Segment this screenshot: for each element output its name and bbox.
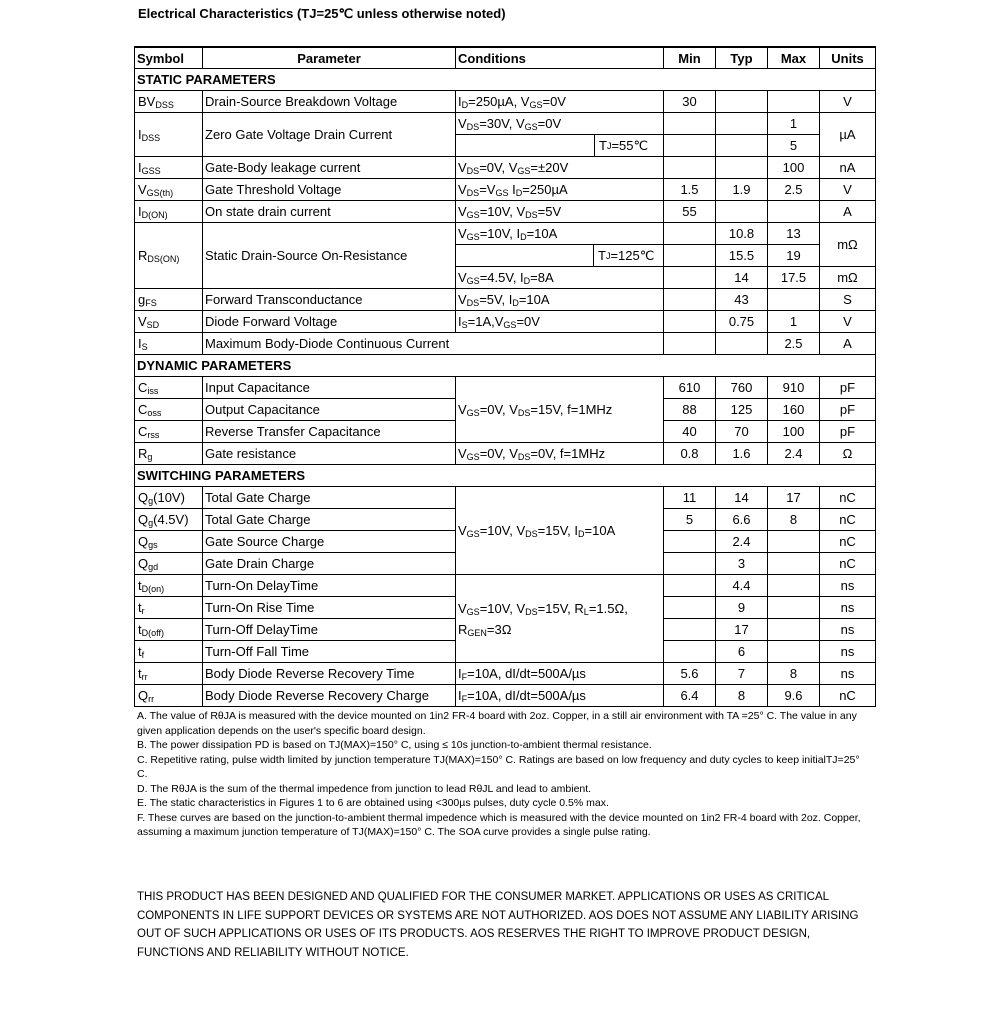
typ-cell (716, 157, 768, 179)
unit-cell: nC (820, 509, 876, 531)
section-row-dynamic (135, 355, 876, 377)
min-cell: 1.5 (664, 179, 716, 201)
condition-cell: $I_S=1A,V_{GS}=0V$ (456, 311, 664, 333)
typ-cell: 10.8 (716, 223, 768, 245)
unit-cell: pF (820, 421, 876, 443)
symbol-cell: $R_g$ (135, 443, 203, 465)
min-cell: 5 (664, 509, 716, 531)
symbol-cell: $g_{FS}$ (135, 289, 203, 311)
condition-cell: T J =125℃ (456, 245, 664, 267)
max-cell: 8 (768, 509, 820, 531)
max-cell (768, 597, 820, 619)
table-row-vsd (135, 311, 876, 333)
electrical-characteristics-table (134, 46, 876, 707)
typ-cell: 6.6 (716, 509, 768, 531)
max-cell: 9.6 (768, 685, 820, 707)
table-row-tdon (135, 575, 876, 597)
parameter-cell: Gate Drain Charge (203, 553, 456, 575)
min-cell: 610 (664, 377, 716, 399)
unit-cell: mΩ (820, 267, 876, 289)
parameter-cell: Turn-On DelayTime (203, 575, 456, 597)
symbol-cell: $V_{GS(th)}$ (135, 179, 203, 201)
footnote-b: B. The power dissipation PD is based on TJ(MAX)=150° C, using ≤ 10s junction-to-ambient thermal resistance. (137, 739, 652, 751)
condition-cell: $I_D=250\mu A$, $V_{GS}=0V$ (456, 91, 664, 113)
condition-cell: $V_{DS}=30V$, $V_{GS}=0V$ (456, 113, 664, 135)
typ-cell (716, 91, 768, 113)
unit-cell: mΩ (820, 223, 876, 267)
max-cell: 19 (768, 245, 820, 267)
min-cell (664, 619, 716, 641)
typ-cell: 125 (716, 399, 768, 421)
max-cell: 2.5 (768, 333, 820, 355)
unit-cell: A (820, 201, 876, 223)
header-symbol: Symbol (135, 47, 203, 69)
parameter-cell: Gate Threshold Voltage (203, 179, 456, 201)
parameter-cell: Turn-Off DelayTime (203, 619, 456, 641)
table-row-qg10 (135, 487, 876, 509)
table-row-rdson (135, 223, 876, 245)
unit-cell: V (820, 179, 876, 201)
symbol-cell: $t_{D(on)}$ (135, 575, 203, 597)
table-row-ciss (135, 377, 876, 399)
symbol-cell: $C_{oss}$ (135, 399, 203, 421)
page-title: Electrical Characteristics (TJ=25℃ unless otherwise noted) (138, 6, 506, 21)
typ-cell: 2.4 (716, 531, 768, 553)
condition-cell: $V_{DS}=V_{GS}$ $I_D=250\mu A$ (456, 179, 664, 201)
symbol-cell: $C_{iss}$ (135, 377, 203, 399)
min-cell: 5.6 (664, 663, 716, 685)
max-cell (768, 641, 820, 663)
min-cell: 0.8 (664, 443, 716, 465)
parameter-cell: Reverse Transfer Capacitance (203, 421, 456, 443)
max-cell: 100 (768, 421, 820, 443)
parameter-cell: On state drain current (203, 201, 456, 223)
max-cell: 8 (768, 663, 820, 685)
symbol-cell: $t_{D(off)}$ (135, 619, 203, 641)
unit-cell: A (820, 333, 876, 355)
min-cell (664, 113, 716, 135)
symbol-cell: $I_S$ (135, 333, 203, 355)
disclaimer-text: THIS PRODUCT HAS BEEN DESIGNED AND QUALIFIED FOR THE CONSUMER MARKET. APPLICATIONS OR USES AS CRITICAL COMPONENTS IN LIFE SUPPORT DEVICES OR SYSTEMS ARE NOT AUTHORIZED. AOS DOES NOT ASSUME ANY LIABILITY ARISING OUT OF SUCH APPLICATIONS OR USES OF ITS PRODUCTS. AOS RESERVES THE RIGHT TO IMPROVE PRODUCT DESIGN, FUNCTIONS AND RELIABILITY WITHOUT NOTICE. (137, 891, 859, 959)
section-title: SWITCHING PARAMETERS (135, 465, 876, 487)
symbol-cell: $Q_g(4.5V)$ (135, 509, 203, 531)
typ-cell: 9 (716, 597, 768, 619)
unit-cell: µA (820, 113, 876, 157)
symbol-cell: $BV_{DSS}$ (135, 91, 203, 113)
footnote-e: E. The static characteristics in Figures 1 to 6 are obtained using <300µs pulses, duty cycle 0.5% max. (137, 797, 609, 809)
max-cell: 1 (768, 311, 820, 333)
typ-cell (716, 333, 768, 355)
unit-cell: ns (820, 641, 876, 663)
parameter-cell: Diode Forward Voltage (203, 311, 456, 333)
condition-cell: $V_{GS}=4.5V$, $I_D=8A$ (456, 267, 664, 289)
parameter-cell: Input Capacitance (203, 377, 456, 399)
condition-cell: $V_{GS}=10V$, $V_{DS}=5V$ (456, 201, 664, 223)
min-cell (664, 333, 716, 355)
unit-cell: V (820, 91, 876, 113)
typ-cell (716, 201, 768, 223)
typ-cell: 15.5 (716, 245, 768, 267)
max-cell: 910 (768, 377, 820, 399)
header-typ: Typ (716, 47, 768, 69)
typ-cell: 1.6 (716, 443, 768, 465)
typ-cell: 7 (716, 663, 768, 685)
max-cell: 2.5 (768, 179, 820, 201)
unit-cell: ns (820, 619, 876, 641)
unit-cell: Ω (820, 443, 876, 465)
parameter-cell: Zero Gate Voltage Drain Current (203, 113, 456, 157)
max-cell (768, 289, 820, 311)
parameter-cell: Gate Source Charge (203, 531, 456, 553)
footnote-a: A. The value of RθJA is measured with the device mounted on 1in2 FR-4 board with 2oz. Copper, in a still air environment with TA =25° C. The value in any given application depends on the user's specific board design. (137, 710, 857, 737)
section-row-static (135, 69, 876, 91)
min-cell (664, 135, 716, 157)
typ-cell: 17 (716, 619, 768, 641)
symbol-cell: $C_{rss}$ (135, 421, 203, 443)
condition-cell: $V_{DS}=0V$, $V_{GS}=\pm 20V$ (456, 157, 664, 179)
section-title: STATIC PARAMETERS (135, 69, 876, 91)
min-cell: 88 (664, 399, 716, 421)
max-cell: 17 (768, 487, 820, 509)
unit-cell: nC (820, 531, 876, 553)
symbol-cell: $t_f$ (135, 641, 203, 663)
table-row-qrr (135, 685, 876, 707)
min-cell (664, 597, 716, 619)
typ-cell: 4.4 (716, 575, 768, 597)
max-cell (768, 575, 820, 597)
max-cell (768, 91, 820, 113)
table-row-gfs (135, 289, 876, 311)
typ-cell: 8 (716, 685, 768, 707)
condition-cell: $V_{GS}=10V$, $V_{DS}=15V$, $I_D=10A$ (456, 487, 664, 575)
header-min: Min (664, 47, 716, 69)
header-conditions: Conditions (456, 47, 664, 69)
condition-cell: T J =55℃ (456, 135, 664, 157)
symbol-cell: $R_{DS(ON)}$ (135, 223, 203, 289)
typ-cell (716, 113, 768, 135)
typ-cell: 3 (716, 553, 768, 575)
parameter-cell: Body Diode Reverse Recovery Time (203, 663, 456, 685)
unit-cell: ns (820, 575, 876, 597)
max-cell: 2.4 (768, 443, 820, 465)
symbol-cell: $t_{rr}$ (135, 663, 203, 685)
table-row-bvdss (135, 91, 876, 113)
min-cell (664, 267, 716, 289)
min-cell: 6.4 (664, 685, 716, 707)
header-units: Units (820, 47, 876, 69)
min-cell (664, 553, 716, 575)
condition-cell: $V_{GS}=10V$, $V_{DS}=15V$, $R_L=1.5\Omega$, $R_{GEN}=3\Omega$ (456, 575, 664, 663)
symbol-cell: $I_{DSS}$ (135, 113, 203, 157)
symbol-cell: $I_{GSS}$ (135, 157, 203, 179)
symbol-cell: $t_r$ (135, 597, 203, 619)
condition-cell: $V_{GS}=0V$, $V_{DS}=0V$, f=1MHz (456, 443, 664, 465)
parameter-cell: Gate resistance (203, 443, 456, 465)
max-cell (768, 201, 820, 223)
unit-cell: S (820, 289, 876, 311)
unit-cell: ns (820, 663, 876, 685)
max-cell (768, 531, 820, 553)
unit-cell: nA (820, 157, 876, 179)
symbol-cell: $Q_g(10V)$ (135, 487, 203, 509)
symbol-cell: $V_{SD}$ (135, 311, 203, 333)
parameter-cell: Total Gate Charge (203, 487, 456, 509)
max-cell (768, 619, 820, 641)
symbol-cell: $I_{D(ON)}$ (135, 201, 203, 223)
parameter-cell: Maximum Body-Diode Continuous Current (203, 333, 664, 355)
table-header-row (135, 47, 876, 69)
table-row-rg (135, 443, 876, 465)
parameter-cell: Gate-Body leakage current (203, 157, 456, 179)
typ-cell: 6 (716, 641, 768, 663)
unit-cell: pF (820, 399, 876, 421)
typ-cell: 70 (716, 421, 768, 443)
footnote-f: F. These curves are based on the junction-to-ambient thermal impedence which is measured with the device mounted on 1in2 FR-4 board with 2oz. Copper, assuming a maximum junction temperature of TJ(MAX)=150° C. The SOA curve provides a single pulse rating. (137, 811, 861, 838)
parameter-cell: Total Gate Charge (203, 509, 456, 531)
unit-cell: nC (820, 487, 876, 509)
condition-cell: $V_{DS}=5V$, $I_D=10A$ (456, 289, 664, 311)
symbol-cell: $Q_{gs}$ (135, 531, 203, 553)
typ-cell: 760 (716, 377, 768, 399)
min-cell: 11 (664, 487, 716, 509)
max-cell: 17.5 (768, 267, 820, 289)
condition-cell: $I_F=10A$, dI/dt=500A/µs (456, 685, 664, 707)
max-cell: 160 (768, 399, 820, 421)
table-row-is (135, 333, 876, 355)
typ-cell: 0.75 (716, 311, 768, 333)
header-parameter: Parameter (203, 47, 456, 69)
max-cell: 100 (768, 157, 820, 179)
footnote-d: D. The RθJA is the sum of the thermal impedence from junction to lead RθJL and lead to ambient. (137, 782, 592, 795)
min-cell (664, 157, 716, 179)
unit-cell: V (820, 311, 876, 333)
table-row-idon (135, 201, 876, 223)
typ-cell: 1.9 (716, 179, 768, 201)
parameter-cell: Forward Transconductance (203, 289, 456, 311)
unit-cell: ns (820, 597, 876, 619)
typ-cell: 43 (716, 289, 768, 311)
unit-cell: pF (820, 377, 876, 399)
footnote-c: C. Repetitive rating, pulse width limited by junction temperature TJ(MAX)=150° C. Ratings are based on low frequency and duty cycles to keep initialTJ=25° C. (137, 753, 860, 780)
min-cell (664, 311, 716, 333)
footnotes (137, 709, 867, 840)
parameter-cell: Turn-Off Fall Time (203, 641, 456, 663)
unit-cell: nC (820, 685, 876, 707)
parameter-cell: Body Diode Reverse Recovery Charge (203, 685, 456, 707)
table-row-igss (135, 157, 876, 179)
table-row-idss (135, 113, 876, 135)
condition-cell: $I_F=10A$, dI/dt=500A/µs (456, 663, 664, 685)
max-cell: 1 (768, 113, 820, 135)
symbol-cell: $Q_{gd}$ (135, 553, 203, 575)
min-cell (664, 641, 716, 663)
table-row-vgsth (135, 179, 876, 201)
parameter-cell: Turn-On Rise Time (203, 597, 456, 619)
header-max: Max (768, 47, 820, 69)
min-cell: 40 (664, 421, 716, 443)
min-cell (664, 531, 716, 553)
max-cell: 13 (768, 223, 820, 245)
min-cell: 30 (664, 91, 716, 113)
parameter-cell: Static Drain-Source On-Resistance (203, 223, 456, 289)
section-row-switching (135, 465, 876, 487)
typ-cell (716, 135, 768, 157)
max-cell (768, 553, 820, 575)
min-cell (664, 223, 716, 245)
min-cell (664, 289, 716, 311)
table-row-trr (135, 663, 876, 685)
typ-cell: 14 (716, 267, 768, 289)
max-cell: 5 (768, 135, 820, 157)
min-cell (664, 245, 716, 267)
typ-cell: 14 (716, 487, 768, 509)
symbol-cell: $Q_{rr}$ (135, 685, 203, 707)
min-cell: 55 (664, 201, 716, 223)
min-cell (664, 575, 716, 597)
condition-cell: $V_{GS}=10V$, $I_D=10A$ (456, 223, 664, 245)
parameter-cell: Drain-Source Breakdown Voltage (203, 91, 456, 113)
condition-cell: $V_{GS}=0V$, $V_{DS}=15V$, f=1MHz (456, 377, 664, 443)
unit-cell: nC (820, 553, 876, 575)
section-title: DYNAMIC PARAMETERS (135, 355, 876, 377)
parameter-cell: Output Capacitance (203, 399, 456, 421)
